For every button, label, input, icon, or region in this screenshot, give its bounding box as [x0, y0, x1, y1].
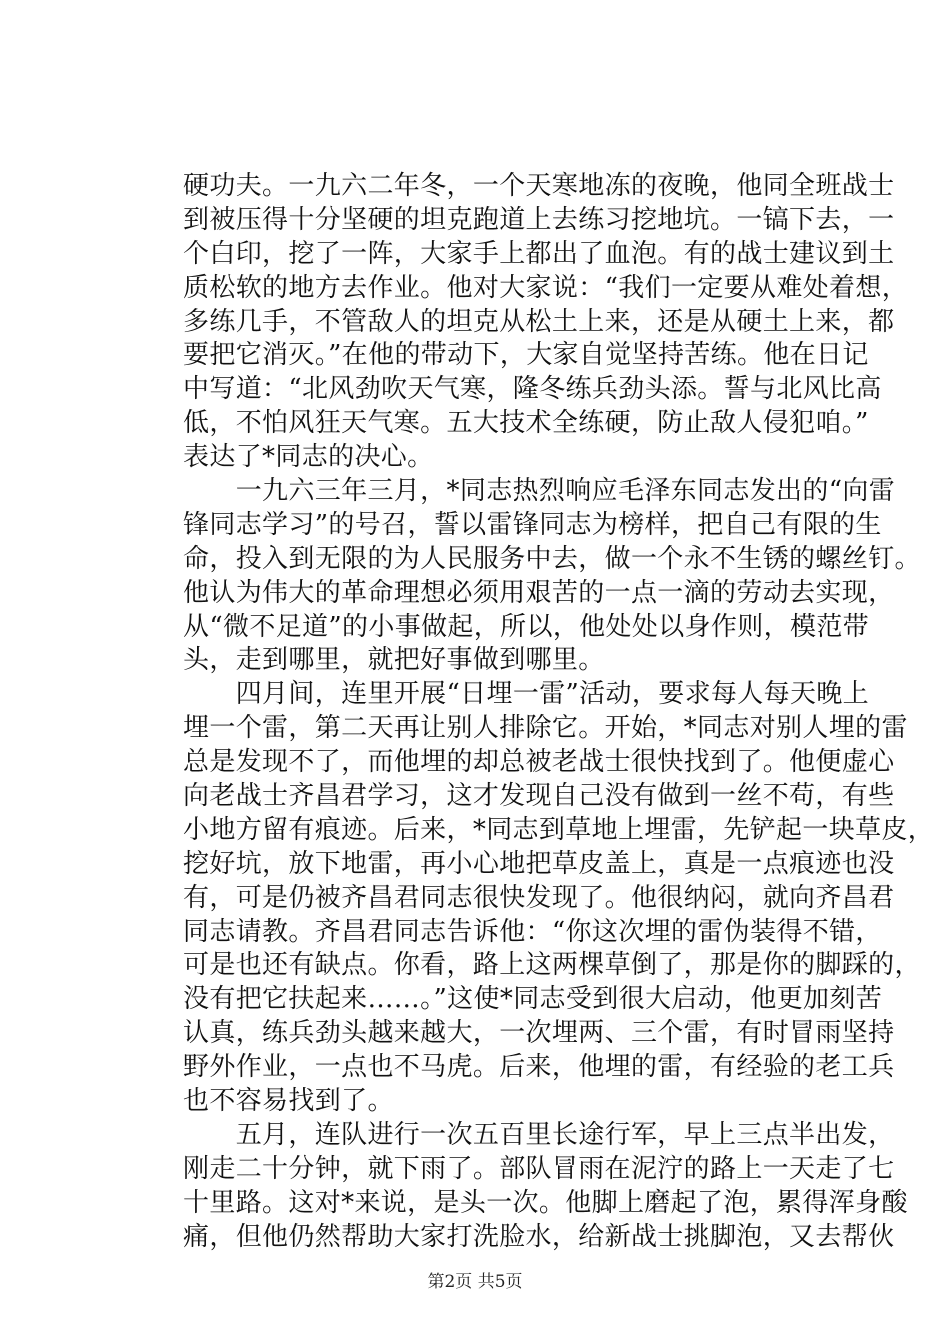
text-line: 痛，但他仍然帮助大家打洗脸水，给新战士挑脚泡，又去帮伙 [183, 1221, 895, 1252]
text-line: 硬功夫。一九六二年冬，一个天寒地冻的夜晚，他同全班战士 [183, 171, 895, 201]
text-line: 一九六三年三月，*同志热烈响应毛泽东同志发出的“向雷 [183, 476, 896, 507]
text-line: 多练几手，不管敌人的坦克从松土上来，还是从硬土上来，都 [183, 306, 895, 337]
text-line: 五月，连队进行一次五百里长途行军，早上三点半出发， [183, 1119, 895, 1150]
text-line: 挖好坑，放下地雷，再小心地把草皮盖上，真是一点痕迹也没 [183, 848, 895, 879]
text-line: 认真，练兵劲头越来越大，一次埋两、三个雷，有时冒雨坚持 [183, 1018, 895, 1049]
text-line: 向老战士齐昌君学习，这才发现自己没有做到一丝不苟，有些 [183, 781, 895, 812]
text-line: 锋同志学习”的号召，誓以雷锋同志为榜样，把自己有限的生 [183, 509, 882, 540]
body-text [183, 170, 935, 1255]
text-line: 中写道：“北风劲吹天气寒，隆冬练兵劲头添。誓与北风比高 [183, 374, 882, 405]
text-line: 野外作业，一点也不马虎。后来，他埋的雷，有经验的老工兵 [183, 1052, 895, 1083]
text-line: 头，走到哪里，就把好事做到哪里。 [183, 645, 605, 676]
text-line: 刚走二十分钟，就下雨了。部队冒雨在泥泞的路上一天走了七 [183, 1153, 895, 1184]
text-line: 四月间，连里开展“日埋一雷”活动，要求每人每天晚上 [183, 679, 870, 710]
text-line: 总是发现不了，而他埋的却总被老战士很快找到了。他便虚心 [183, 747, 895, 778]
text-line: 命，投入到无限的为人民服务中去，做一个永不生锈的螺丝钉。 [183, 543, 921, 574]
text-line: 他认为伟大的革命理想必须用艰苦的一点一滴的劳动去实现， [183, 577, 895, 608]
text-line: 可是也还有缺点。你看，路上这两棵草倒了，那是你的脚踩的， [183, 950, 921, 981]
text-line: 要把它消灭。”在他的带动下，大家自觉坚持苦练。他在日记 [183, 340, 869, 371]
text-line: 到被压得十分坚硬的坦克跑道上去练习挖地坑。一镐下去，一 [183, 204, 895, 235]
text-line: 也不容易找到了。 [183, 1086, 394, 1117]
text-line: 有，可是仍被齐昌君同志很快发现了。他很纳闷，就向齐昌君 [183, 882, 895, 913]
text-line: 没有把它扶起来……。”这使*同志受到很大启动，他更加刻苦 [183, 984, 883, 1015]
text-line: 从“微不足道”的小事做起，所以，他处处以身作则，模范带 [183, 611, 870, 642]
text-line: 个白印，挖了一阵，大家手上都出了血泡。有的战士建议到土 [183, 238, 895, 269]
text-line: 同志请教。齐昌君同志告诉他：“你这次埋的雷伪装得不错， [183, 916, 882, 947]
text-line: 埋一个雷，第二天再让别人排除它。开始，*同志对别人埋的雷 [183, 713, 908, 744]
page-footer: 第2页 共5页 [427, 1272, 523, 1292]
text-line: 小地方留有痕迹。后来，*同志到草地上埋雷，先铲起一块草皮， [183, 814, 935, 845]
text-line: 十里路。这对*来说，是头一次。他脚上磨起了泡，累得浑身酸 [183, 1187, 908, 1218]
text-line: 表达了*同志的决心。 [183, 442, 434, 473]
text-line: 低，不怕风狂天气寒。五大技术全练硬，防止敌人侵犯咱。” [183, 408, 869, 439]
text-line: 质松软的地方去作业。他对大家说：“我们一定要从难处着想， [183, 272, 909, 303]
